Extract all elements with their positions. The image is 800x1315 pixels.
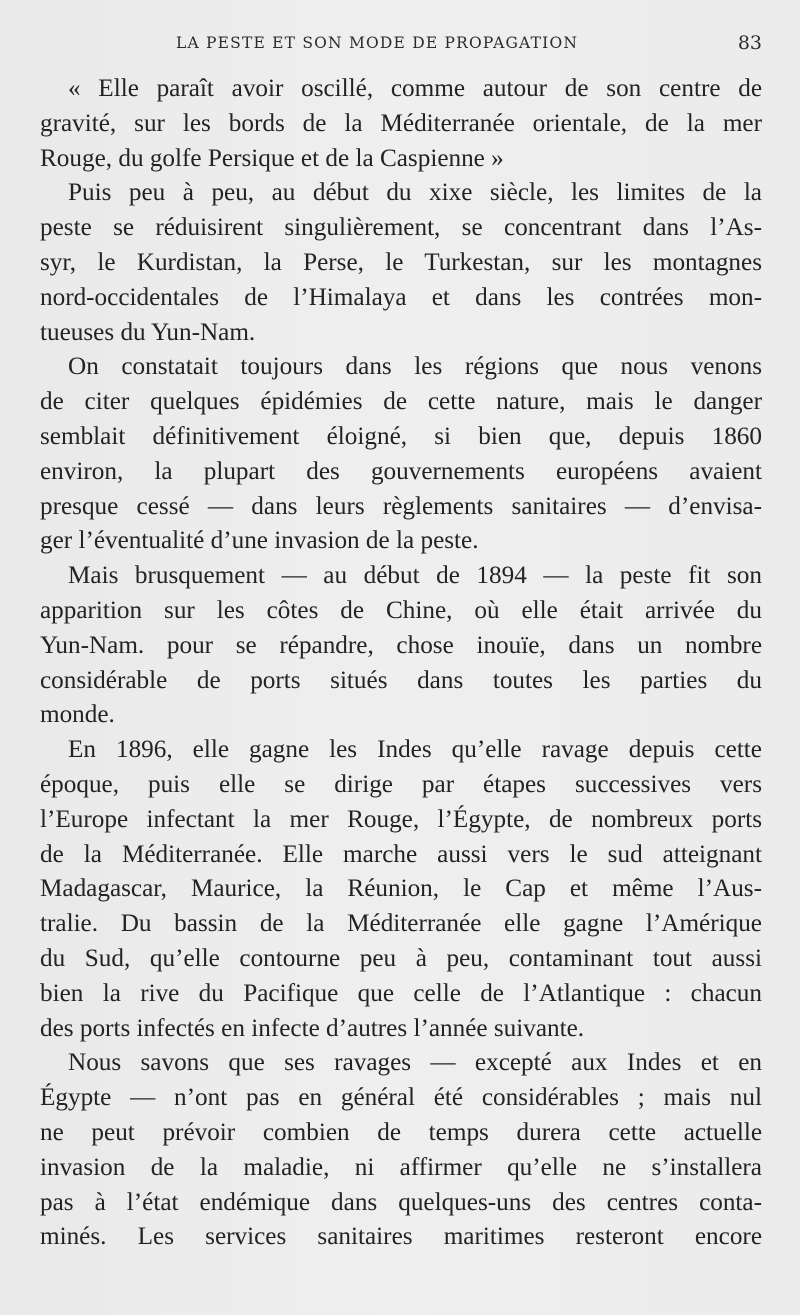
text-line: On constatait toujours dans les régions que nous venons (68, 353, 762, 381)
text-line: tueuses du Yun-Nam. (40, 318, 256, 346)
text-line: tralie. Du bassin de la Méditerranée elle gagne l’Amérique (40, 910, 762, 938)
text-line: considérable de ports situés dans toutes les parties du (40, 666, 762, 694)
text-line: « Elle paraît avoir oscillé, comme autour de son centre de (68, 75, 762, 102)
text-line: du Sud, qu’elle contourne peu à peu, contaminant tout aussi (40, 944, 762, 972)
text-line: ger l’éventualité d’une invasion de la peste. (40, 527, 479, 555)
text-line: Égypte — n’ont pas en général été considérables ; mais nul (40, 1084, 762, 1112)
running-title: LA PESTE ET SON MODE DE PROPAGATION (176, 34, 579, 52)
text-line: Madagascar, Maurice, la Réunion, le Cap et même l’Aus- (40, 875, 762, 903)
text-line: ne peut prévoir combien de temps durera cette actuelle (40, 1118, 762, 1146)
text-line: Yun-Nam. pour se répandre, chose inouïe, dans un nombre (40, 631, 762, 659)
text-line: époque, puis elle se dirige par étapes successives vers (40, 770, 762, 798)
text-line: pas à l’état endémique dans quelques-uns des centres conta- (40, 1188, 762, 1216)
paragraph-6 (40, 1046, 762, 1255)
text-line: nord-occidentales de l’Himalaya et dans les contrées mon- (40, 283, 762, 311)
text-line: environ, la plupart des gouvernements européens avaient (40, 457, 762, 485)
text-line: gravité, sur les bords de la Méditerranée orientale, de la mer (40, 109, 762, 137)
paragraph-1 (40, 72, 762, 176)
text-line: apparition sur les côtes de Chine, où elle était arrivée du (40, 596, 762, 624)
text-line: monde. (40, 701, 115, 729)
paragraph-5 (40, 733, 762, 1046)
text-line: Puis peu à peu, au début du xixe siècle, les limites de la (68, 179, 762, 207)
text-line: Nous savons que ses ravages — excepté aux Indes et en (68, 1049, 762, 1077)
text-line: semblait définitivement éloigné, si bien que, depuis 1860 (40, 422, 762, 450)
text-line: Mais brusquement — au début de 1894 — la peste fit son (68, 562, 762, 590)
page-number: 83 (737, 32, 762, 54)
paragraph-2 (40, 176, 762, 350)
text-line: de la Méditerranée. Elle marche aussi vers le sud atteignant (40, 840, 762, 868)
body-text (40, 72, 762, 1255)
text-line: minés. Les services sanitaires maritimes resteront encore (40, 1223, 762, 1251)
text-line: des ports infectés en infecte d’autres l’année suivante. (40, 1014, 585, 1042)
running-head (40, 32, 762, 56)
text-line: bien la rive du Pacifique que celle de l’Atlantique : chacun (40, 979, 762, 1007)
text-line: Rouge, du golfe Persique et de la Caspienne » (40, 144, 504, 172)
text-line: En 1896, elle gagne les Indes qu’elle ravage depuis cette (68, 736, 762, 764)
text-line: l’Europe infectant la mer Rouge, l’Égypte, de nombreux ports (40, 805, 762, 833)
text-line: syr, le Kurdistan, la Perse, le Turkestan, sur les montagnes (40, 248, 762, 276)
text-line: de citer quelques épidémies de cette nature, mais le danger (40, 388, 762, 416)
text-line: presque cessé — dans leurs règlements sanitaires — d’envisa- (40, 492, 762, 520)
text-line: invasion de la maladie, ni affirmer qu’elle ne s’installera (40, 1153, 762, 1181)
text-line: peste se réduisirent singulièrement, se concentrant dans l’As- (40, 214, 762, 242)
paragraph-4 (40, 559, 762, 733)
paragraph-3 (40, 350, 762, 559)
